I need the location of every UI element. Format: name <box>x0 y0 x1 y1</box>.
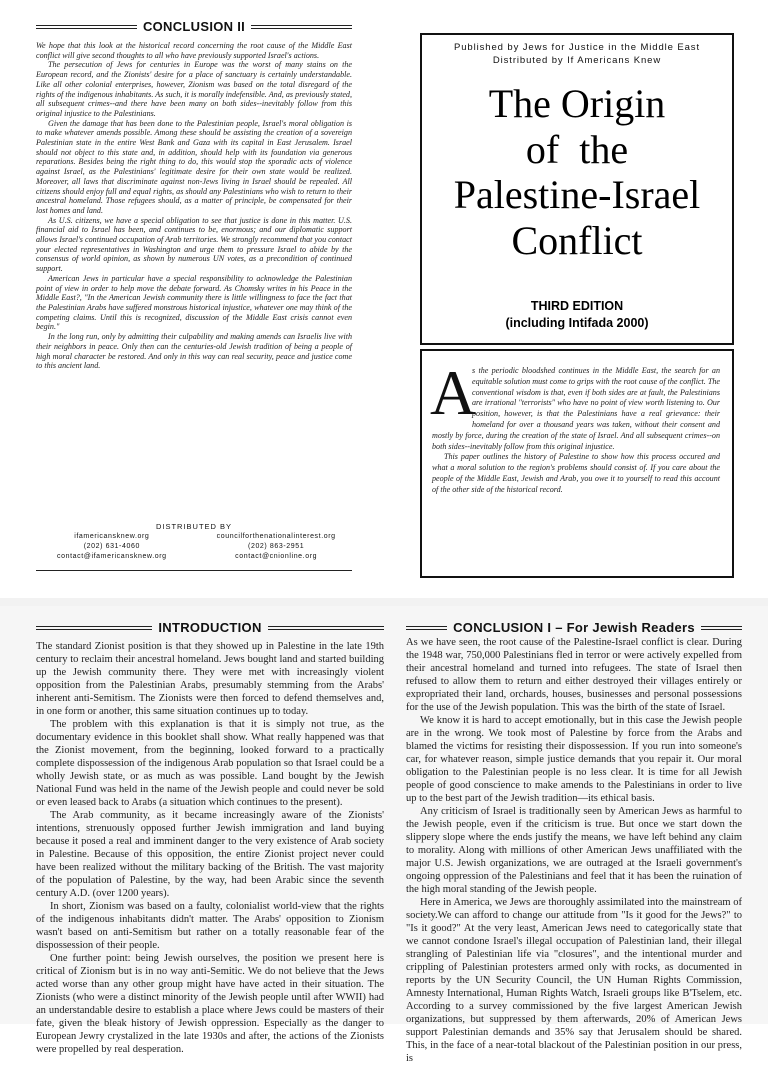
org-2-site[interactable]: councilforthenationalinterest.org <box>216 533 336 540</box>
heading-rule-left <box>36 626 152 630</box>
org-2-contact <box>200 532 352 562</box>
conclusion2-paragraph: American Jews in particular have a special responsibility to acknowledge the Palestinian point of view in order to help move the debate forward. As Chomsky writes in his Peace in the Middle East?, "In the American Jewish community there is little willingness to face the fact that the Palestinian Arabs have suffered monstrous historical injustice, whatever one may think of the competing claims. Until this is recognized, discussion of the Middle East crisis cannot even begin." <box>36 273 352 332</box>
title-line-1: The Origin <box>488 81 666 126</box>
heading-rule-left <box>36 25 137 29</box>
org-1-contact <box>36 532 188 562</box>
drop-cap: A <box>430 357 477 428</box>
org-2-phone: (202) 863-2951 <box>248 543 305 550</box>
heading-rule-right <box>701 626 742 630</box>
edition-info <box>422 298 732 332</box>
org-2-email[interactable]: contact@cnionline.org <box>235 553 318 560</box>
conclusion2-paragraph: In the long run, only by admitting their culpability and making amends can Israelis live with their neighbors in peace. Only then can the centuries-old Jewish tradition of being a people of high moral character be restored. And only in this way can real security, peace and justice come to this ancient land. <box>36 332 352 371</box>
publisher-lines <box>422 41 732 67</box>
edition-label: THIRD EDITION <box>530 299 624 313</box>
intro-box-body <box>432 366 720 496</box>
conclusion1-body <box>406 636 742 1065</box>
conclusion1-paragraph: We know it is hard to accept emotionally, but in this case the Jewish people are in the wrong. We took most of Palestine by force from the Arabs and blamed the victims for resisting their dispossession. If you run into someone's car, for whatever reason, simple justice demands that you repair it. Our moral obligation to the Palestinian people is no less clear. It is time for all Jewish people of good conscience to make amends to the Palestinians in order to live up to the best part of the Jewish tradition—its ethical basis. <box>406 715 742 804</box>
booklet-title <box>422 81 732 263</box>
introduction-paragraph: In short, Zionism was based on a faulty, colonialist world-view that the rights of the indigenous inhabitants didn't matter. The Arabs' opposition to Zionism wasn't based on anti-Semitism but rather on a totally reasonable fear of the dispossession of their people. <box>36 901 384 951</box>
conclusion2-paragraph: We hope that this look at the historical record concerning the root cause of the Middle East conflict will give second thoughts to all who have previously supported Israel's actions. <box>36 41 352 60</box>
heading-rule-left <box>406 626 447 630</box>
conclusion2-body <box>36 41 352 371</box>
title-line-2: of the <box>525 126 629 172</box>
intro-box-paragraph: s the periodic bloodshed continues in the Middle East, the search for an equitable solution must come to grips with the root cause of the conflict. The conventional wisdom is that, even if both sides are at fault, the Palestinians are irrational "terrorists" who have no point of view worth listening to. Our position, however, is that the Palestinians have a real grievance: their homeland for over a thousand years was taken, without their consent and mostly by force, during the creation of the state of Israel. And all subsequent crimes--on both sides--inevitably follow from this original injustice. <box>432 366 720 451</box>
introduction-paragraph: The problem with this explanation is that it is simply not true, as the documentary evidence in this booklet shall show. What really happened was that the Zionist movement, from the beginning, looked forward to a practically complete dispossession of the indigenous Arab population so that Israel could be a wholly Jewish state, or as much as was possible. Land bought by the Jewish National Fund was held in the name of the Jewish people and could never be sold or even leased back to Arabs (a situation which continues to the present). <box>36 719 384 808</box>
conclusion1-paragraph: Here in America, we Jews are thoroughly assimilated into the mainstream of society.We can afford to change our attitude from "Is it good for the Jews?" to "Is it good?" At the very least, American Jews need to categorically state that we cannot condone Israel's illegal occupation of Palestinian land, their illegal strangling of Palestinian life via "closures", and the intentional murder and crippling of Palestinian protesters armed only with rocks, as documented in reports by the UN Security Council, the UN Human Rights Commission, Amnesty International, Human Rights Watch, Israeli groups like B'Tselem, etc. According to a survey commissioned by the five largest American Jewish organizations, but suppressed by them afterwards, 20% of American Jews support Palestinian demands and 35% say that Jerusalem should be shared. This, in the face of a near-total blackout of the Palestinian position in our press, is <box>406 897 742 1064</box>
org-1-site[interactable]: ifamericansknew.org <box>74 533 150 540</box>
conclusion2-paragraph: As U.S. citizens, we have a special obligation to see that justice is done in this matter. U.S. financial aid to Israel has been, and continues to be, enormous; and our diplomatic support allows Israel's continued occupation of Arab territories. We strongly recommend that you contact your elected representatives in Washington and urge them to pressure Israel to abide by the consensus of world opinion, as shown by numerous UN votes, as a precondition of continued support. <box>36 215 352 274</box>
conclusion2-heading <box>36 19 352 34</box>
introduction-paragraph: One further point: being Jewish ourselves, the position we present here is critical of Zionism but is in no way anti-Semitic. We do not believe that the Jews acted worse than any other group might have have acted in their situation. The Zionists (who were a distinct minority of the Jewish people until after WWII) had an understandable desire to establish a place where Jews could be masters of their fate, given the bleak history of Jewish oppression. Especially as the danger to European Jewry crystalized in the late 1930s and after, the actions of the Zionists were propelled by real desperation. <box>36 953 384 1055</box>
title-line-4: Conflict <box>511 217 643 263</box>
distribution-rule <box>36 570 352 571</box>
title-line-3: Palestine-Israel <box>453 172 701 217</box>
introduction-body <box>36 640 384 1056</box>
published-by-line: Published by Jews for Justice in the Middle East <box>454 42 700 53</box>
conclusion1-paragraph: As we have seen, the root cause of the Palestine-Israel conflict is clear. During the 1948 war, 750,000 Palestinians fled in terror or were actively expelled from their ancestral homeland and turned into refugees. The state of Israel then refused to allow them to return and either destroyed their villages entirely or expropriated their land, orchards, houses, businesses and personal possessions for the use of the Jewish population. This was the birth of the state of Israel. <box>406 637 742 713</box>
introduction-heading-text: INTRODUCTION <box>158 620 262 635</box>
introduction-paragraph: The Arab community, as it became increasingly aware of the Zionists' intentions, strenuously opposed further Jewish immigration and land buying because it posed a real and imminent danger to the very existence of Arab society in Palestine. Because of this opposition, the entire Zionist project never could have been realized without the military backing of the British. The vast majority of the population of Palestine, by the way, had been Arabic since the seventh century A.D. (over 1200 years). <box>36 810 384 899</box>
conclusion1-heading <box>406 620 742 635</box>
conclusion1-heading-text: CONCLUSION I – For Jewish Readers <box>453 620 695 635</box>
heading-rule-right <box>268 626 384 630</box>
drop-cap-spacer <box>432 366 472 430</box>
introduction-paragraph: The standard Zionist position is that they showed up in Palestine in the late 19th century to reclaim their ancestral homeland. Jews bought land and started building up the Jewish community there. They were met with increasingly violent opposition from the Palestinian Arabs, presumably stemming from the Arabs' inherent anti-Semitism. The Zionists were then forced to defend themselves and, in one form or another, this same situation continues up to today. <box>36 641 384 717</box>
conclusion2-paragraph: Given the damage that has been done to the Palestinian people, Israel's moral obligation is to make whatever amends possible. Among these should be assisting the creation of a sovereign Palestinian state in the entire West Bank and Gaza with its capital in East Jerusalem. Israel should not object to this state and, in addition, should help with its foundation via generous reparations. Besides being the right thing to do, this would stop the sporadic acts of violence against Israel, as the Palestinians' legitimate desire for their own state would be realized. Moreover, all laws that discriminate against non-Jews living in Israel should be repealed. All citizens should enjoy full and equal rights, as should any Palestinians who wish to return to their ancestral homeland. Those refugees should, as a matter of principle, be compensated for their lost homes and land. <box>36 118 352 215</box>
heading-rule-right <box>251 25 352 29</box>
edition-subtitle: (including Intifada 2000) <box>505 316 649 330</box>
introduction-heading <box>36 620 384 635</box>
cover-title-box <box>420 33 734 345</box>
org-1-email[interactable]: contact@ifamericansknew.org <box>56 553 167 560</box>
distributed-by-label: DISTRIBUTED BY <box>155 522 233 531</box>
intro-box-paragraph: This paper outlines the history of Palestine to show how this process occured and what a moral solution to the region's problems should consist of. If you care about the people of the Middle East, Jewish and Arab, you owe it to yourself to read this account of the other side of the historical record. <box>432 452 720 494</box>
conclusion1-paragraph: Any criticism of Israel is traditionally seen by American Jews as harmful to the Jewish people, even if the criticism is true. But once we start down the slippery slope where the ends justify the means, we have left behind any claim to morality. Along with millions of other American Jews unaffiliated with the major U.S. Jewish organizations, we are outraged at the Israeli government's ongoing oppression of the Palestinians and feel that it has been the ruination of the high moral standing of the Jewish people. <box>406 806 742 895</box>
distribution-credits <box>36 522 352 562</box>
distributed-by-line: Distributed by If Americans Knew <box>492 55 662 66</box>
conclusion2-paragraph: The persecution of Jews for centuries in Europe was the worst of many stains on the European record, and the Zionists' desire for a place of sanctuary is certainly understandable. Like all other colonial enterprises, however, Zionism was based on the total disregard of the rights of the indigenous inhabitants. As such, it is morally indefensible. And, as previously stated, all subsequent crimes--and there have been many on both sides--inevitably follow from this original injustice to the Palestinians. <box>36 60 352 118</box>
org-1-phone: (202) 631-4060 <box>83 543 140 550</box>
conclusion2-heading-text: CONCLUSION II <box>142 19 246 34</box>
